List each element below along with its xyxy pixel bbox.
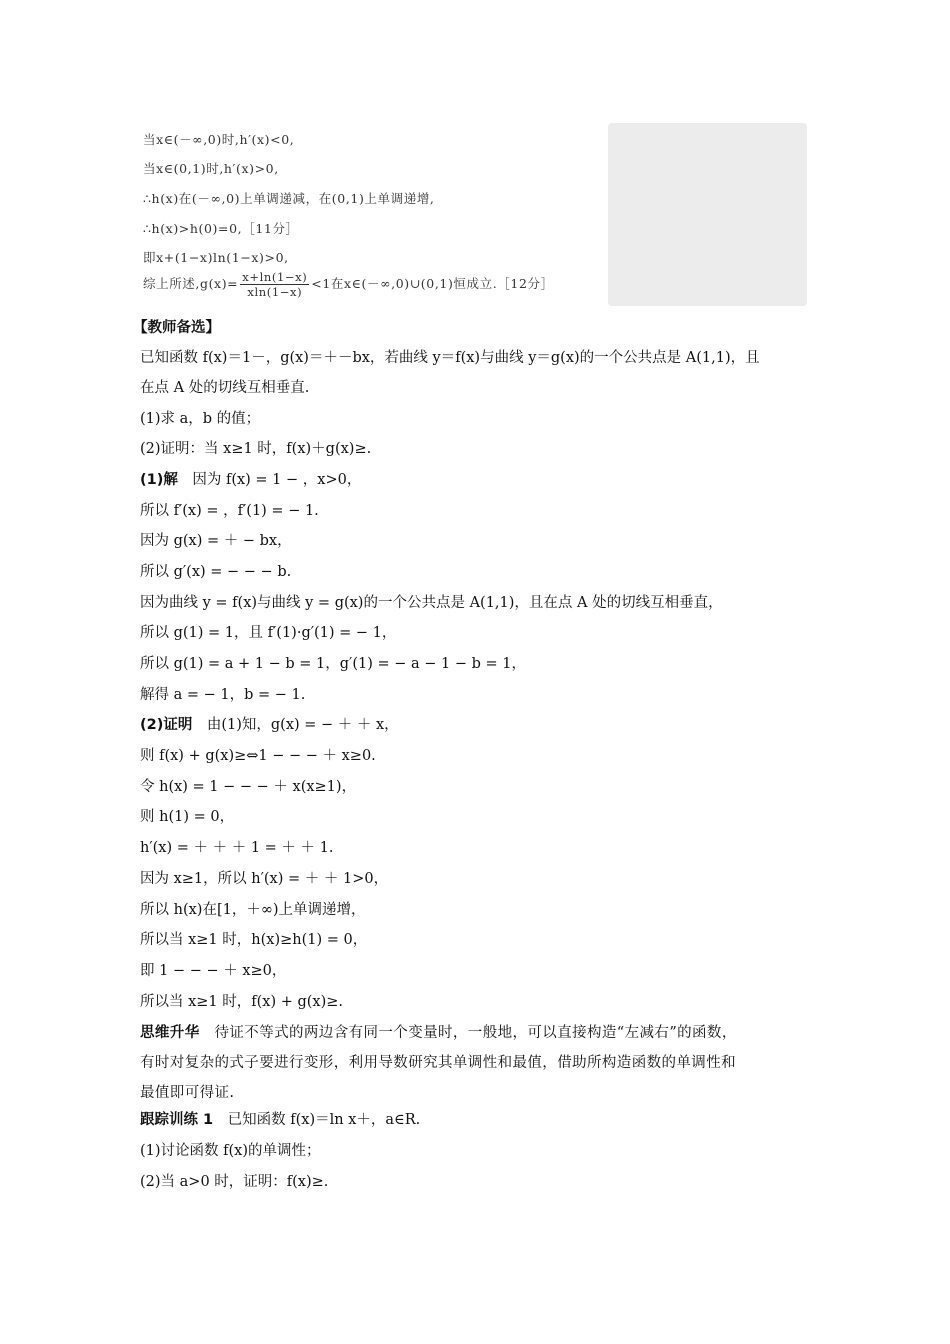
teacher-section-header: 【教师备选】 xyxy=(133,320,220,336)
image-placeholder xyxy=(608,123,807,306)
proof-line: 所以 h(x)在[1，＋∞)上单调递增， xyxy=(140,902,366,918)
thinking-summary-text: 待证不等式的两边含有同一个变量时，一般地，可以直接构造“左减右”的函数， xyxy=(199,1025,737,1041)
solution-line: 所以 g′(x) = − − − b. xyxy=(140,564,292,580)
thinking-summary-label: 思维升华 xyxy=(140,1025,200,1041)
solution-line: 所以 g(1) = a + 1 − b = 1，g′(1) = − a − 1 − b = 1， xyxy=(140,656,526,672)
proof-line: 则 h(1) = 0， xyxy=(140,809,235,825)
snippet-line: 当x∈(－∞,0)时,h′(x)<0, xyxy=(143,132,295,147)
proof-line: 即 1 − − − ＋ x≥0， xyxy=(140,963,287,979)
practice-question-2: (2)当 a>0 时，证明：f(x)≥. xyxy=(140,1174,329,1190)
fraction-numerator: x+ln(1−x) xyxy=(242,270,308,284)
proof-line: 所以当 x≥1 时，h(x)≥h(1) = 0， xyxy=(140,932,368,948)
solution-2-text: 由(1)知，g(x) = − ＋ ＋ x， xyxy=(192,717,399,733)
solution-1-text: 因为 f(x) = 1 − ，x>0， xyxy=(177,472,362,488)
snippet-line: ∴h(x)在(－∞,0)上单调递减，在(0,1)上单调递增, xyxy=(143,191,435,206)
snippet-conclusion-suffix: <1在x∈(－∞,0)∪(0,1)恒成立.［12分］ xyxy=(311,276,554,291)
proof-line: 所以当 x≥1 时，f(x) + g(x)≥. xyxy=(140,994,344,1010)
question-2: (2)证明：当 x≥1 时，f(x)＋g(x)≥. xyxy=(140,441,372,457)
proof-line: 则 f(x) + g(x)≥⇔1 − − − ＋ x≥0. xyxy=(140,748,376,764)
snippet-line: ∴h(x)>h(0)=0,［11分］ xyxy=(143,221,299,236)
practice-text: 已知函数 f(x)＝ln x＋，a∈R. xyxy=(213,1112,421,1128)
solution-1-line xyxy=(140,470,361,490)
snippet-conclusion-prefix: 综上所述,g(x)= xyxy=(143,276,239,291)
solution-line: 因为 g(x) = ＋ − bx， xyxy=(140,533,292,549)
thinking-summary-line-3: 最值即可得证. xyxy=(140,1085,235,1101)
practice-question-1: (1)讨论函数 f(x)的单调性； xyxy=(140,1143,321,1159)
snippet-line: 当x∈(0,1)时,h′(x)>0, xyxy=(143,161,279,176)
proof-line: 令 h(x) = 1 − − − ＋ x(x≥1)， xyxy=(140,779,357,795)
solution-2-line xyxy=(140,715,399,735)
fraction-denominator: xln(1−x) xyxy=(247,285,303,299)
problem-statement-line-2: 在点 A 处的切线互相垂直. xyxy=(140,380,310,396)
solution-1-label: (1)解 xyxy=(140,472,178,488)
question-1: (1)求 a，b 的值； xyxy=(140,411,261,427)
snippet-conclusion-line xyxy=(143,270,554,299)
solution-line: 所以 f′(x) = ，f′(1) = − 1. xyxy=(140,503,319,519)
fraction xyxy=(240,270,309,299)
solution-line: 所以 g(1) = 1，且 f′(1)·g′(1) = − 1， xyxy=(140,625,397,641)
practice-line xyxy=(140,1110,420,1130)
solution-2-label: (2)证明 xyxy=(140,717,193,733)
thinking-summary-line-2: 有时对复杂的式子要进行变形，利用导数研究其单调性和最值，借助所构造函数的单调性和 xyxy=(140,1055,736,1071)
proof-line: 因为 x≥1，所以 h′(x) = ＋ ＋ 1>0， xyxy=(140,871,389,887)
snippet-line: 即x+(1−x)ln(1−x)>0, xyxy=(143,250,289,265)
solution-line: 解得 a = − 1，b = − 1. xyxy=(140,687,306,703)
solution-line: 因为曲线 y = f(x)与曲线 y = g(x)的一个公共点是 A(1,1)，且在点 A 处的切线互相垂直， xyxy=(140,595,723,611)
problem-statement-line-1: 已知函数 f(x)＝1－，g(x)＝＋－bx，若曲线 y＝f(x)与曲线 y＝g(x)的一个公共点是 A(1,1)，且 xyxy=(140,350,760,366)
practice-label: 跟踪训练 1 xyxy=(140,1112,214,1128)
proof-line: h′(x) = ＋ ＋ ＋ 1 = ＋ ＋ 1. xyxy=(140,840,334,856)
thinking-summary-line-1 xyxy=(140,1023,737,1043)
